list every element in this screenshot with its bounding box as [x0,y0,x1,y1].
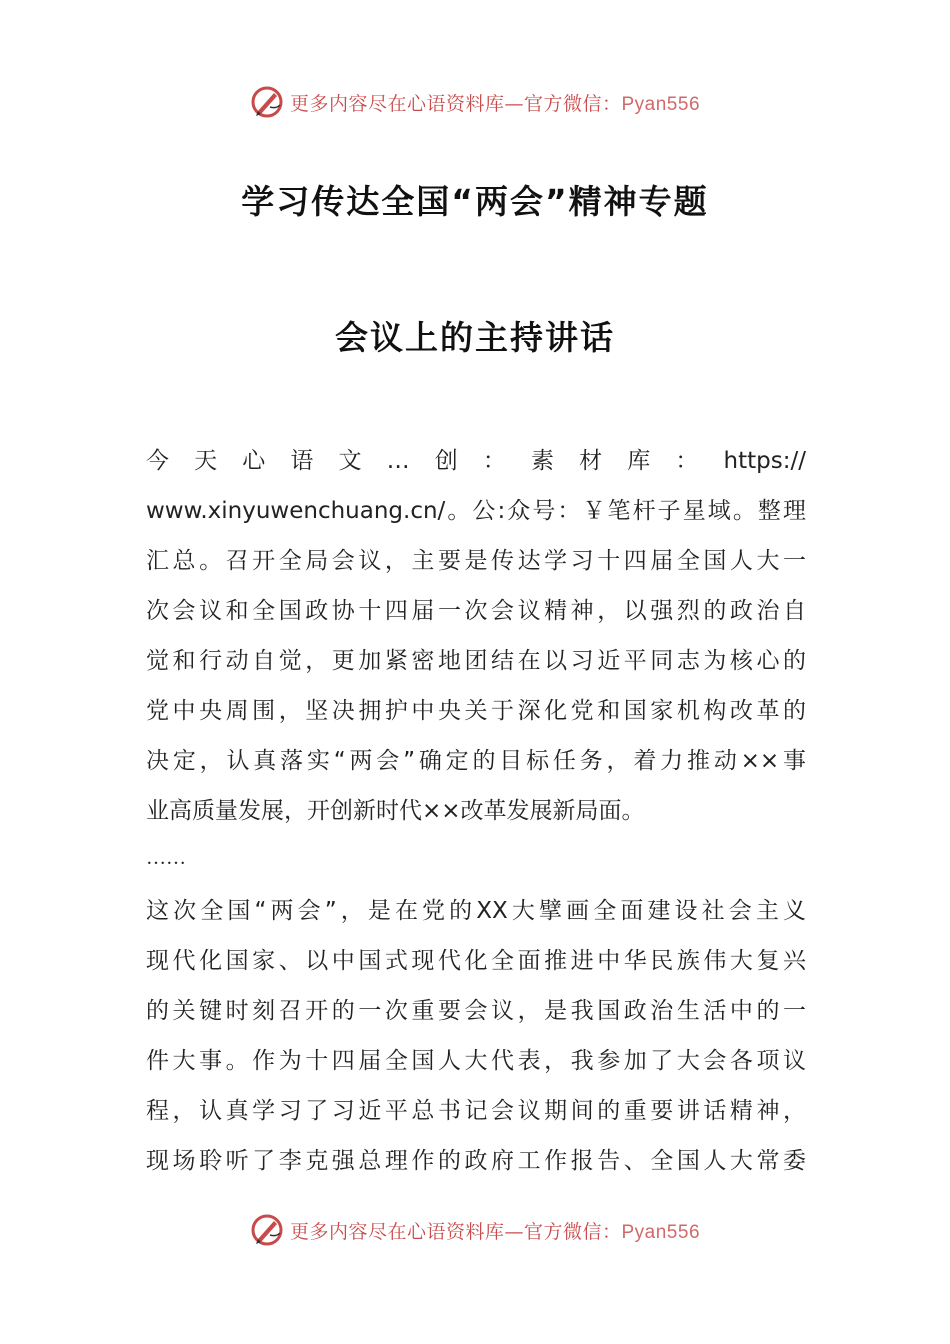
paragraph-line: 件大事。作为十四届全国人大代表，我参加了大会各项议 [146,1048,806,1074]
paragraph-line: 觉和行动自觉，更加紧密地团结在以习近平同志为核心的 [146,648,806,674]
paragraph-line: 业高质量发展，开创新时代××改革发展新局面。 [146,798,645,824]
header-watermark [0,82,950,122]
document-title-line-2: 会议上的主持讲话 [335,318,615,357]
pen-logo-icon [250,85,284,119]
paragraph-line: 程，认真学习了习近平总书记会议期间的重要讲话精神， [146,1098,806,1124]
paragraph-line: 次会议和全国政协十四届一次会议精神，以强烈的政治自 [146,598,806,624]
paragraph-line: 汇总。召开全局会议，主要是传达学习十四届全国人大一 [146,548,806,574]
pen-logo-icon [250,1213,284,1247]
paragraph-line: 党中央周围，坚决拥护中央关于深化党和国家机构改革的 [146,698,806,724]
paragraph-line: 这次全国“两会”，是在党的XX大擘画全面建设社会主义 [146,898,806,924]
header-watermark-text: 更多内容尽在心语资料库—官方微信：Pyan556 [289,92,701,115]
document-title-line-1: 学习传达全国“两会”精神专题 [241,182,709,221]
paragraph-line: 现场聆听了李克强总理作的政府工作报告、全国人大常委 [146,1148,806,1174]
paragraph-line: 今天心语文…创：素材库：https:// [146,448,806,474]
ellipsis: …… [146,847,186,869]
paragraph-line: www.xinyuwenchuang.cn/。公:众号：￥笔杆子星域。整理 [146,498,806,524]
paragraph-line: 的关键时刻召开的一次重要会议，是我国政治生活中的一 [146,998,806,1024]
paragraph-line: 现代化国家、以中国式现代化全面推进中华民族伟大复兴 [146,948,806,974]
paragraph-2 [146,886,806,1186]
footer-watermark-text: 更多内容尽在心语资料库—官方微信：Pyan556 [289,1220,701,1243]
paragraph-line: 决定，认真落实“两会”确定的目标任务，着力推动××事 [146,748,806,774]
footer-watermark [0,1210,950,1250]
paragraph-1 [146,436,806,836]
